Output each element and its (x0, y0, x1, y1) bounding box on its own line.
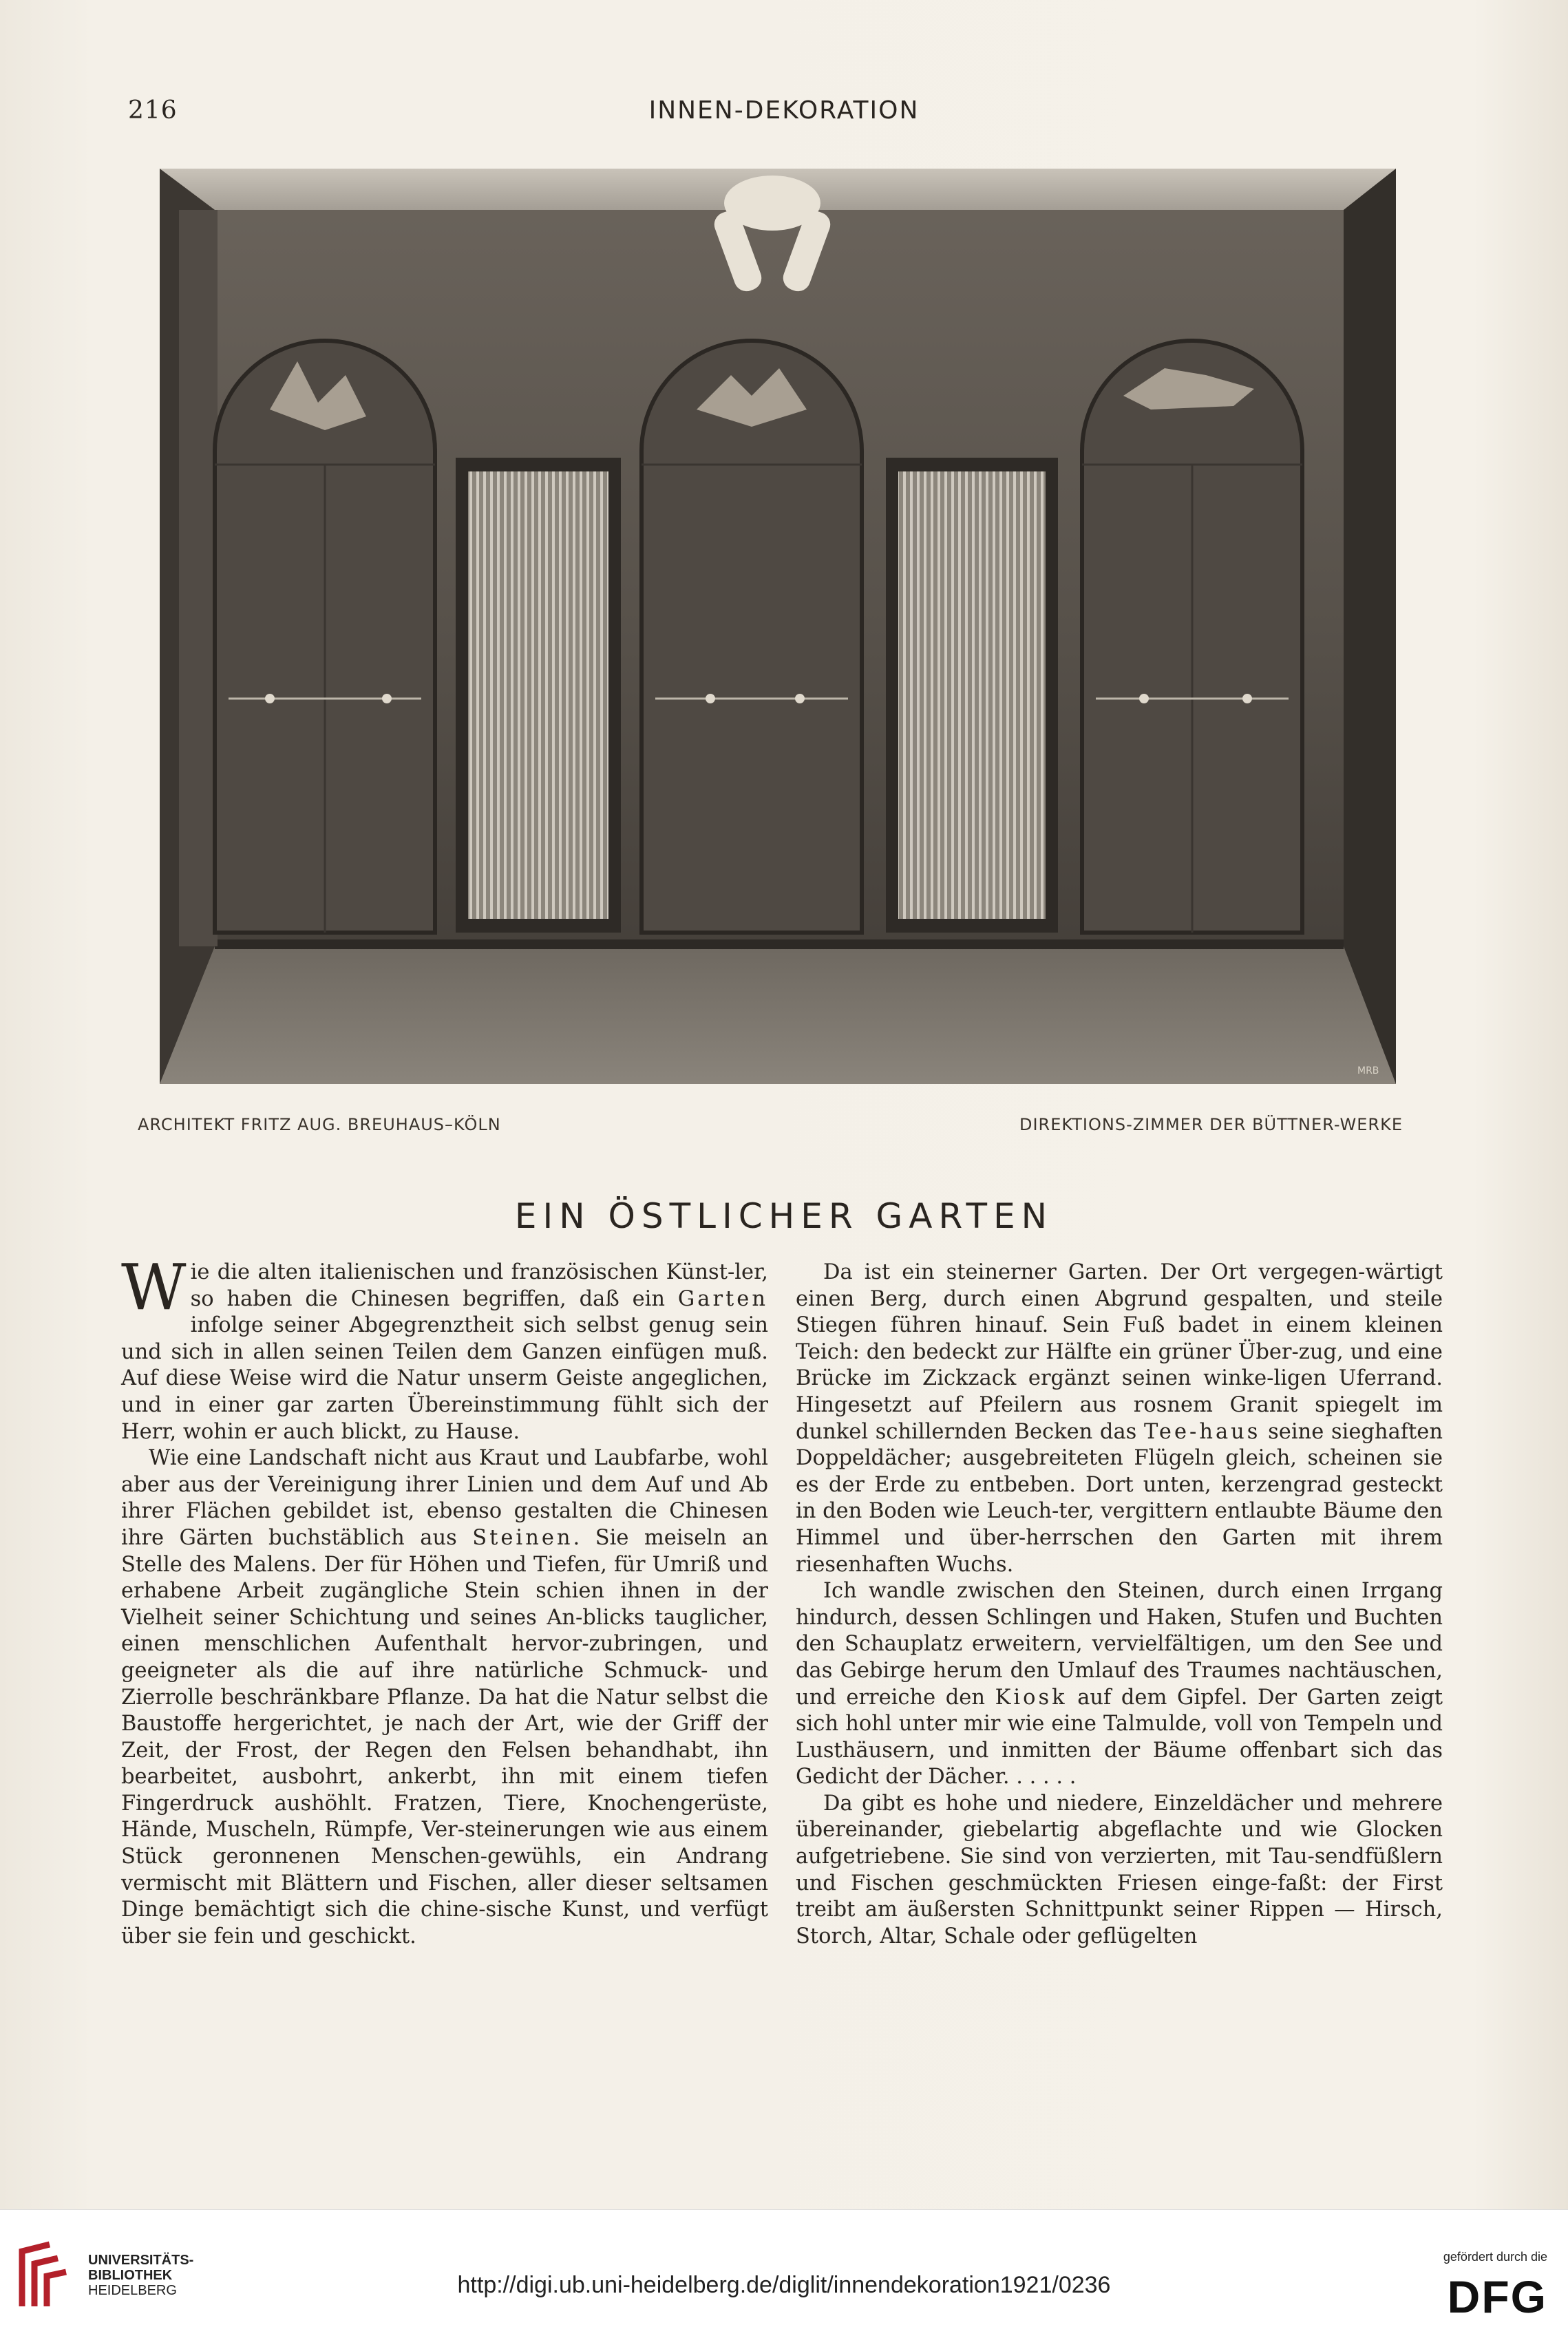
paragraph: Ich wandle zwischen den Steinen, durch einen Irrgang hindurch, dessen Schlingen und Haken, Stufen und Buchten den Schauplatz erweitern, vervielfältigen, um den See und das Gebirge herum den Umlauf des Traumes nachtäuschen, und erreiche den Kiosk auf dem Gipfel. Der Garten zeigt sich hohl unter mir wie eine Talmulde, voll von Tempeln und Lusthäusern, und inmitten der Bäume offenbart sich das Gedicht der Dächer. . . . . . (796, 1579, 1443, 1789)
funded-by-label: gefördert durch die (1443, 2250, 1547, 2264)
interior-photo-illustration (160, 169, 1396, 1084)
article-title: EIN ÖSTLICHER GARTEN (514, 1196, 1054, 1236)
permalink-url[interactable]: http://digi.ub.uni-heidelberg.de/diglit/innendekoration1921/0236 (457, 2272, 1111, 2298)
dfg-logo: DFG (1447, 2271, 1547, 2322)
paragraph: Wie die alten italienischen und französischen Künst-ler, so haben die Chinesen begriffen, daß ein Garten infolge seiner Abgegrenztheit sich selbst genug sein und sich in allen seinen Teilen dem Ganzen einfügen muß. Auf diese Weise wird die Natur unserm Geiste angeglichen, und in einer gar zarten Übereinstimmung fühlt sich der Herr, wohin er auch blickt, zu Hause. (121, 1251, 768, 1444)
page-number: 216 (128, 96, 178, 125)
paragraph: Wie eine Landschaft nicht aus Kraut und Laubfarbe, wohl aber aus der Vereinigung ihrer Linien und dem Auf und Ab ihrer Flächen gebildet ist, ebenso gestalten die Chinesen ihre Gärten buchstäblich aus Steinen. Sie meiseln an Stelle des Malens. Der für Höhen und Tiefen, für Umriß und erhabene Arbeit zugängliche Stein schien ihnen in der Vielheit seiner Schichtung und seines An-blicks tauglicher, einen menschlichen Aufenthalt hervor-zubringen, und geeigneter als die auf ihre natürliche Schmuck- und Zierrolle beschränkbare Pflanze. Da hat die Natur selbst die Baustoffe hergerichtet, je nach der Art, wie der Griff der Zeit, der Frost, der Regen den Felsen behandhabt, ihn bearbeitet, ausbohrt, ankerbt, ihn mit einem tiefen Fingerdruck aushöhlt. Fratzen, Tiere, Knochengerüste, Hände, Muscheln, Rümpfe, Ver-steinerungen wie aus einem Stück geronnenen Menschen-gewühls, ein Andrang vermischt mit Blättern und Fischen, aller dieser seltsamen Dinge bemächtigt sich die chine-sische Kunst, und verfügt über sie fein und geschickt. (121, 1446, 769, 1948)
photo-signature: MRB (1357, 1065, 1379, 1076)
paragraph: Da ist ein steinerner Garten. Der Ort vergegen-wärtigt einen Berg, durch einen Abgrund gespalten, und steile Stiegen führen hinauf. Sein Fuß badet in einem kleinen Teich: den bedeckt zur Hälfte ein grüner Über-zug, und eine Brücke im Zickzack ergänzt seinen winke-ligen Uferrand. Hingesetzt auf Pfeilern aus rosnem Granit spiegelt im dunkel schillernden Becken das Tee-haus seine sieghaften Doppeldächer; ausgebreiteten Flügeln gleich, scheinen sie es der Erde zu entbeben. Dort unten, kerzengrad gesteckt in den Boden wie Leuch-ter, vergittern entlaubte Bäume den Himmel und über-herrschen den Garten mit ihrem riesenhaften Wuchs. (796, 1260, 1443, 1577)
drop-cap: W (121, 1251, 187, 1324)
library-name: UNIVERSITÄTS- BIBLIOTHEK HEIDELBERG (88, 2253, 194, 2298)
paragraph: Da gibt es hohe und niedere, Einzeldächer und mehrere übereinander, giebelartig abgeflachte und wie Glocken aufgetriebene. Sie sind von verzierten, mit Tau-sendfüßlern und Fischen geschmückten Friesen einge-faßt: der First treibt am äußersten Schnittpunkt seiner Rippen — Hirsch, Storch, Altar, Schale oder geflügelten (796, 1791, 1443, 1948)
running-head (128, 96, 1440, 138)
caption-room: DIREKTIONS-ZIMMER DER BÜTTNER-WERKE (1019, 1115, 1403, 1134)
caption-architect: ARCHITEKT FRITZ AUG. BREUHAUS–KÖLN (138, 1115, 501, 1134)
journal-title: INNEN-DEKORATION (648, 96, 920, 125)
article-column-right (796, 1260, 1443, 1950)
article-column-left (121, 1251, 769, 1950)
interior-photograph (160, 169, 1396, 1084)
digitization-footer (0, 2209, 1568, 2327)
